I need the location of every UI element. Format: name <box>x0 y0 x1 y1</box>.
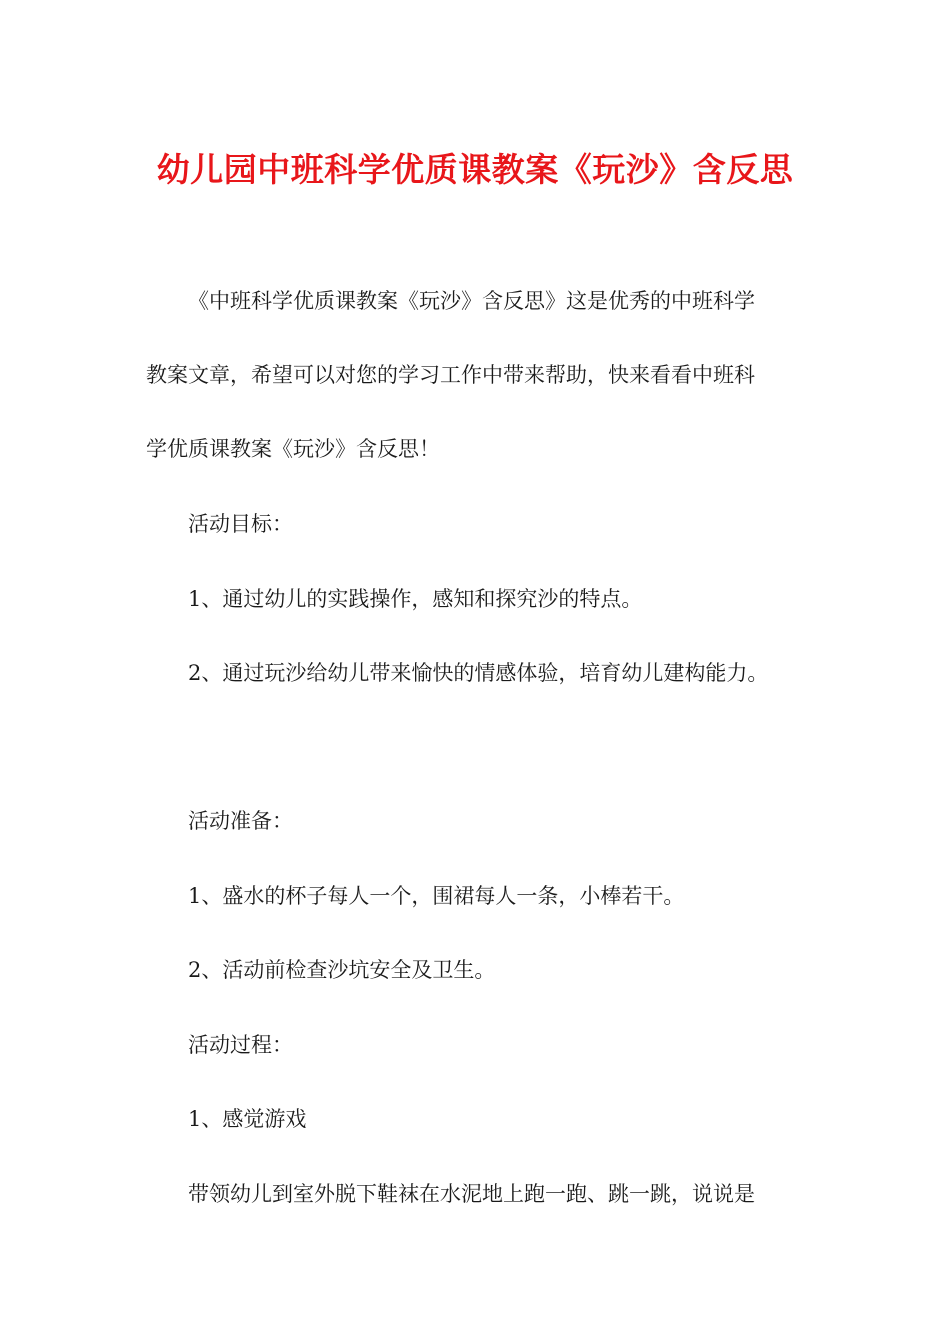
goals-heading: 活动目标： <box>188 512 293 536</box>
intro-line-2: 教案文章，希望可以对您的学习工作中带来帮助，快来看看中班科 <box>146 363 755 387</box>
intro-line-1: 《中班科学优质课教案《玩沙》含反思》这是优秀的中班科学 <box>188 289 755 313</box>
intro-line-3: 学优质课教案《玩沙》含反思！ <box>146 437 440 461</box>
process-step-1-text: 带领幼儿到室外脱下鞋袜在水泥地上跑一跑、跳一跳，说说是 <box>188 1182 755 1206</box>
prep-item-2: 2、活动前检查沙坑安全及卫生。 <box>188 958 496 982</box>
prep-item-1: 1、盛水的杯子每人一个，围裙每人一条，小棒若干。 <box>188 884 685 908</box>
process-heading: 活动过程： <box>188 1033 293 1057</box>
prep-heading: 活动准备： <box>188 809 293 833</box>
goal-item-2: 2、通过玩沙给幼儿带来愉快的情感体验，培育幼儿建构能力。 <box>188 661 769 685</box>
document-title: 幼儿园中班科学优质课教案《玩沙》含反思 <box>156 150 794 189</box>
process-step-1: 1、感觉游戏 <box>188 1107 307 1131</box>
goal-item-1: 1、通过幼儿的实践操作，感知和探究沙的特点。 <box>188 587 643 611</box>
